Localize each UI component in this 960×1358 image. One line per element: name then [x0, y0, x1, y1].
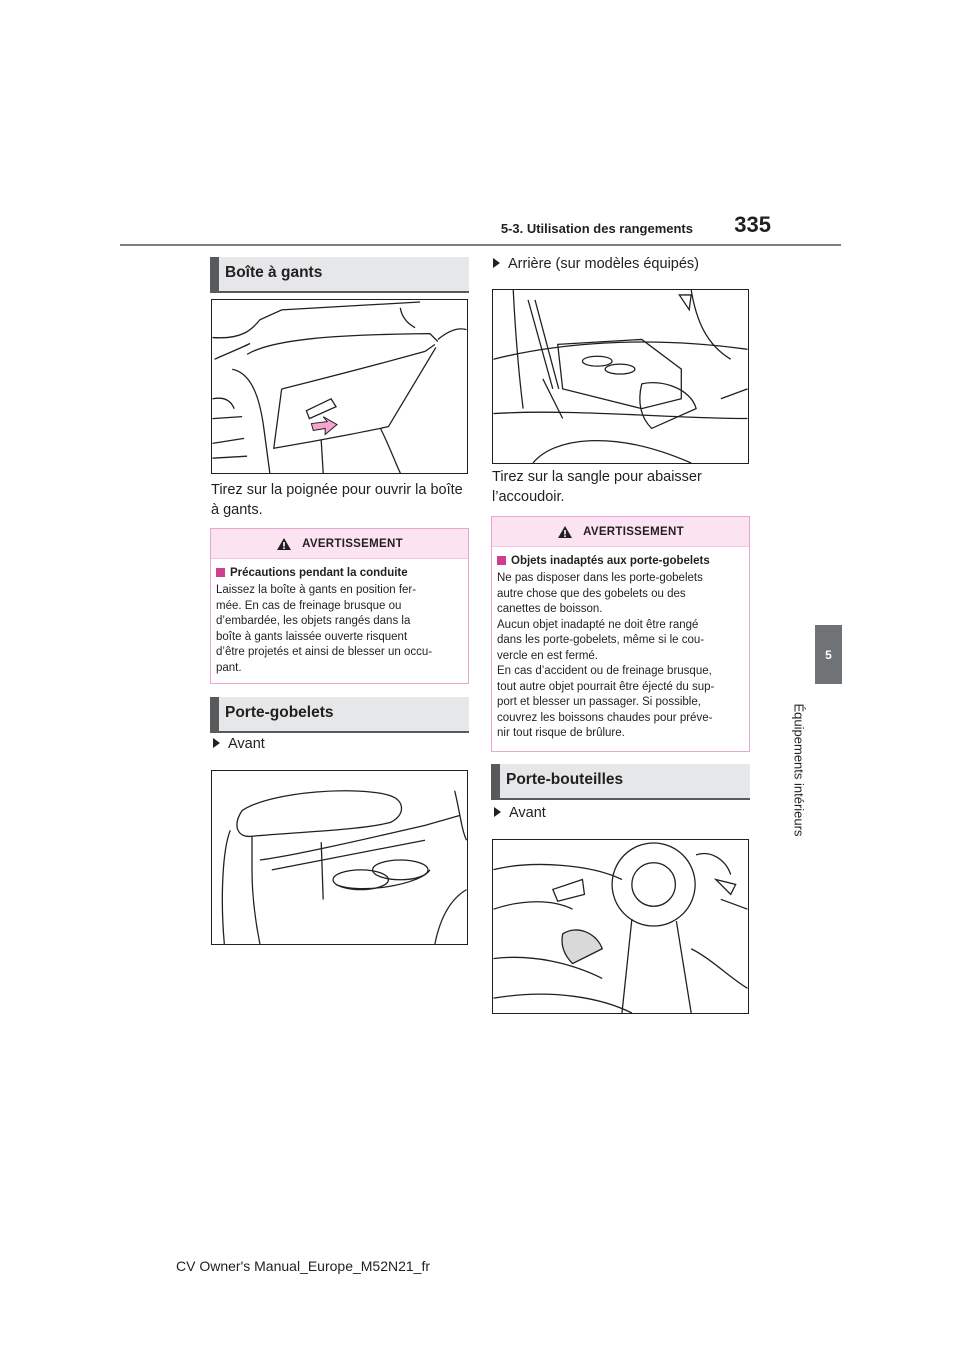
heading-bottle-holders — [491, 764, 750, 798]
warning-title: AVERTISSEMENT — [302, 537, 403, 550]
bullet-rear — [493, 256, 699, 272]
chapter-title: Équipements intérieurs — [791, 703, 807, 837]
bottle-holder-illustration — [492, 839, 749, 1014]
bullet-rear-text: Arrière (sur modèles équipés) — [508, 256, 699, 272]
warning-subtitle-text: Précautions pendant la conduite — [230, 567, 408, 579]
square-bullet-icon — [497, 556, 506, 565]
heading-bottle-holders-text: Porte-bouteilles — [506, 771, 624, 788]
warning-header — [211, 529, 468, 559]
chapter-number: 5 — [825, 647, 832, 662]
bullet-triangle-icon — [494, 807, 501, 817]
section-title: 5-3. Utilisation des rangements — [500, 221, 693, 236]
warning-header — [492, 517, 749, 547]
warning-subtitle — [216, 567, 468, 579]
bullet-triangle-icon — [213, 738, 220, 748]
bullet-front-cup-text: Avant — [228, 736, 265, 752]
page-number: 335 — [734, 212, 771, 237]
heading-glove-box-text: Boîte à gants — [225, 264, 323, 281]
bullet-triangle-icon — [493, 258, 500, 268]
bullet-front-bottle — [494, 805, 546, 821]
glove-box-caption: Tirez sur la poignée pour ouvrir la boîte à gants. — [211, 482, 463, 518]
header-rule — [120, 244, 841, 246]
warning-body: Laissez la boîte à gants en position fer- mée. En cas de freinage brusque ou d’embardée, les objets rangés dans la boîte à gants laissée ouverte risquent d’être projetés et ainsi de blesser un occu- pant. — [216, 584, 433, 674]
warning-subtitle-text: Objets inadaptés aux porte-gobelets — [511, 555, 710, 567]
warning-subtitle — [497, 555, 749, 567]
heading-cup-holders-text: Porte-gobelets — [225, 704, 334, 721]
rear-armrest-illustration — [492, 289, 749, 464]
bullet-front-bottle-text: Avant — [509, 805, 546, 821]
pink-arrow-icon — [311, 417, 337, 435]
heading-cup-holders — [210, 697, 469, 731]
warning-box-driving — [210, 528, 469, 684]
glove-box-illustration — [211, 299, 468, 474]
warning-triangle-icon — [276, 537, 292, 551]
bullet-front-cup — [213, 736, 265, 752]
heading-glove-box — [210, 257, 469, 291]
square-bullet-icon — [216, 568, 225, 577]
warning-box-cupholders — [491, 516, 750, 752]
rear-caption: Tirez sur la sangle pour abaisser l’accoudoir. — [492, 469, 702, 505]
chapter-tab — [815, 625, 842, 684]
warning-body: Ne pas disposer dans les porte-gobelets autre chose que des gobelets ou des canettes de boisson. Aucun objet inadapté ne doit être rangé dans les porte-gobelets, même si le cou- vercle en est fermé. En cas d’accident ou de freinage brusque, tout autre objet pourrait être éjecté du sup- port et blesser un passager. Si possible, couvrez les boissons chaudes pour préve- nir tout risque de brûlure. — [497, 572, 715, 739]
front-cup-holder-illustration — [211, 770, 468, 945]
chapter-label — [783, 695, 815, 845]
footer: CV Owner's Manual_Europe_M52N21_fr — [176, 1258, 431, 1274]
warning-title: AVERTISSEMENT — [583, 525, 684, 538]
warning-triangle-icon — [557, 525, 573, 539]
